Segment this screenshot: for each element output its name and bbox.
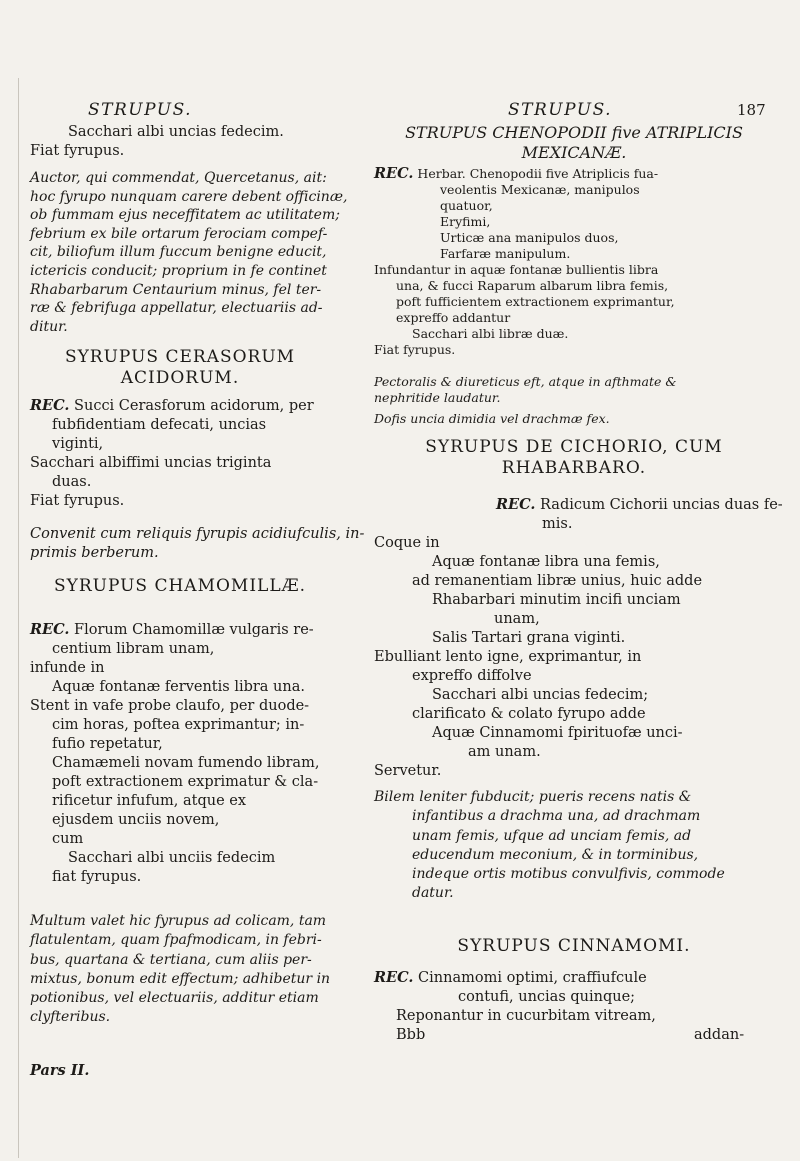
note-line: ictericis conducit; proprium in fe continet — [30, 262, 327, 279]
note-line: febrium ex bile ortarum ferociam compef- — [30, 225, 328, 242]
note-line: mixtus, bonum edit effectum; adhibetur in — [30, 970, 331, 987]
recipe-line: unam, — [494, 611, 540, 627]
recipe-line: Reponantur in cucurbitam vitream, — [396, 1008, 656, 1024]
note-line: bus, quartana & tertiana, cum aliis per- — [30, 951, 312, 968]
note-line: Bilem leniter fubducit; pueris recens natis & — [374, 789, 692, 805]
recipe-line: Succi Cerasforum acidorum, per — [74, 398, 314, 414]
recipe-chamomillae — [30, 620, 362, 887]
recipe-line: Herbar. Chenopodii five Atriplicis fua- — [417, 166, 659, 181]
left-note-quercetanus — [30, 169, 362, 336]
recipe-line: poft extractionem exprimatur & cla- — [52, 774, 319, 790]
right-note-chenopodii — [374, 374, 774, 427]
recipe-line: ad remanentiam libræ unius, huic adde — [412, 573, 703, 589]
title-syrupus-chenopodii — [374, 123, 774, 163]
recipe-cichorio — [374, 495, 783, 781]
recipe-line: Servetur. — [374, 763, 442, 779]
recipe-line: Sacchari albi uncias fedecim; — [432, 687, 649, 703]
recipe-mark: REC. — [30, 397, 70, 414]
recipe-line: cum — [52, 831, 84, 847]
note-line: infantibus a drachma una, ad drachmam — [412, 808, 701, 825]
recipe-line: Urticæ ana manipulos duos, — [440, 230, 619, 245]
recipe-mark: REC. — [496, 496, 536, 513]
title-syrupus-cinnamomi — [374, 936, 774, 957]
recipe-line: Radicum Cichorii uncias duas fe- — [540, 497, 783, 513]
section-title: SYRUPUS CHAMOMILLÆ. — [53, 576, 307, 596]
note-line: potionibus, vel electuariis, additur etiam — [30, 990, 319, 1007]
recipe-line: Florum Chamomillæ vulgaris re- — [74, 622, 314, 638]
recipe-chenopodii — [374, 166, 774, 358]
note-line: Convenit cum reliquis fyrupis acidiufculis, in- — [30, 526, 365, 542]
recipe-mark: REC. — [374, 165, 414, 182]
section-title: RHABARBARO. — [501, 458, 647, 478]
recipe-line: Sacchari albiffimi uncias triginta — [30, 455, 272, 471]
recipe-line: duas. — [52, 474, 92, 490]
gutter-shadow — [18, 78, 19, 1158]
recipe-line: Infundantur in aquæ fontanæ bullientis libra — [374, 262, 659, 277]
recipe-line: am unam. — [468, 744, 541, 760]
note-line: ditur. — [30, 318, 68, 335]
right-note-cichorio — [374, 788, 774, 904]
recipe-mark: REC. — [374, 969, 414, 986]
recipe-line: contufi, uncias quinque; — [458, 989, 636, 1005]
note-line: nephritide laudatur. — [374, 390, 501, 405]
note-line: Rhabarbarum Centaurium minus, fel ter- — [30, 281, 322, 298]
recipe-line: una, & fucci Raparum albarum libra femis, — [396, 278, 669, 293]
recipe-line: veolentis Mexicanæ, manipulos — [440, 182, 640, 197]
recipe-line: Farfaræ manipulum. — [440, 246, 571, 261]
note-line: cit, biliofum illum fuccum benigne educit, — [30, 244, 327, 261]
recipe-line: fiat fyrupus. — [52, 869, 142, 885]
note-line: hoc fyrupo nunquam carere debent officinæ, — [30, 188, 348, 205]
note-line: ob fummam ejus neceffitatem ac utilitatem; — [30, 207, 340, 224]
recipe-line: Aquæ Cinnamomi fpirituofæ unci- — [432, 725, 683, 741]
title-syrupus-cichorio — [374, 437, 774, 479]
recipe-line: Aquæ fontanæ libra una femis, — [432, 554, 660, 570]
left-intro — [30, 123, 284, 161]
note-line: Multum valet hic fyrupus ad colicam, tam — [30, 913, 327, 929]
recipe-line: cim horas, poftea exprimantur; in- — [52, 717, 305, 733]
note-line: clyfteribus. — [30, 1009, 111, 1026]
note-line: ræ & febrifuga appellatur, electuariis ad- — [30, 300, 323, 317]
recipe-line: Sacchari albi libræ duæ. — [412, 326, 569, 341]
recipe-line: Fiat fyrupus. — [30, 493, 125, 509]
recipe-line: fubfidentiam defecati, uncias — [52, 417, 267, 433]
recipe-line: rificetur infufum, atque ex — [52, 793, 247, 809]
left-running-head: STRUPUS. — [88, 100, 193, 120]
recipe-line: Fiat fyrupus. — [374, 342, 456, 357]
right-running-head: STRUPUS. — [508, 100, 613, 120]
note-line: unam femis, ufque ad unciam femis, ad — [412, 827, 692, 844]
recipe-line: expreffo diffolve — [412, 668, 532, 684]
intro-line: Sacchari albi uncias fedecim. — [68, 124, 284, 140]
recipe-line: Aquæ fontanæ ferventis libra una. — [52, 679, 305, 695]
signature-bbb: Bbb — [396, 1027, 426, 1043]
recipe-line: Salis Tartari grana viginti. — [432, 630, 626, 646]
recipe-line: ejusdem unciis novem, — [52, 812, 220, 828]
section-title: ACIDORUM. — [120, 368, 240, 388]
recipe-line: Cinnamomi optimi, craffiufcule — [418, 970, 647, 986]
section-title: SYRUPUS CINNAMOMI. — [457, 936, 691, 956]
recipe-line: Ebulliant lento igne, exprimantur, in — [374, 649, 642, 665]
recipe-line: Coque in — [374, 535, 440, 551]
title-syrupus-cerasorum — [30, 347, 330, 389]
dose-line: Dofis uncia dimidia vel drachmæ fex. — [374, 411, 610, 426]
note-line: datur. — [412, 885, 454, 902]
recipe-line: mis. — [542, 516, 573, 532]
recipe-cinnamomi — [374, 968, 774, 1026]
recipe-line: quatuor, — [440, 198, 493, 213]
note-line: flatulentam, quam fpafmodicam, in febri- — [30, 932, 322, 949]
section-title: STRUPUS CHENOPODII five ATRIPLICIS — [405, 123, 743, 142]
note-line: Pectoralis & diureticus eft, atque in afthmate & — [374, 374, 677, 389]
section-title: SYRUPUS CERASORUM — [64, 347, 296, 367]
catchword: addan- — [694, 1027, 745, 1043]
recipe-line: expreffo addantur — [396, 310, 511, 325]
recipe-line: Eryfimi, — [440, 214, 491, 229]
page-number: 187 — [737, 101, 766, 119]
note-line: primis berberum. — [30, 545, 159, 561]
recipe-line: Sacchari albi unciis fedecim — [68, 850, 276, 866]
note-line: Auctor, qui commendat, Quercetanus, ait: — [30, 170, 327, 186]
title-syrupus-chamomillae — [30, 576, 330, 597]
intro-line: Fiat fyrupus. — [30, 143, 125, 159]
recipe-line: Stent in vafe probe claufo, per duode- — [30, 698, 310, 714]
section-title: SYRUPUS DE CICHORIO, CUM — [425, 437, 723, 457]
note-line: indeque ortis motibus convulfivis, commode — [412, 866, 725, 883]
section-title: MEXICANÆ. — [521, 143, 627, 162]
recipe-line: Chamæmeli novam fumendo libram, — [52, 755, 320, 771]
recipe-cerasorum — [30, 396, 362, 511]
recipe-line: poft fufficientem extractionem exprimantur, — [396, 294, 675, 309]
recipe-line: fufio repetatur, — [52, 736, 163, 752]
left-note-cerasorum — [30, 525, 364, 563]
recipe-line: clarificato & colato fyrupo adde — [412, 706, 646, 722]
recipe-mark: REC. — [30, 621, 70, 638]
note-line: educendum meconium, & in torminibus, — [412, 846, 699, 863]
recipe-line: infunde in — [30, 660, 105, 676]
recipe-line: viginti, — [52, 436, 104, 452]
recipe-line: Rhabarbari minutim incifi unciam — [432, 592, 681, 608]
signature-pars: Pars II. — [30, 1062, 90, 1079]
left-note-chamomillae — [30, 912, 362, 1028]
recipe-line: centium libram unam, — [52, 641, 215, 657]
